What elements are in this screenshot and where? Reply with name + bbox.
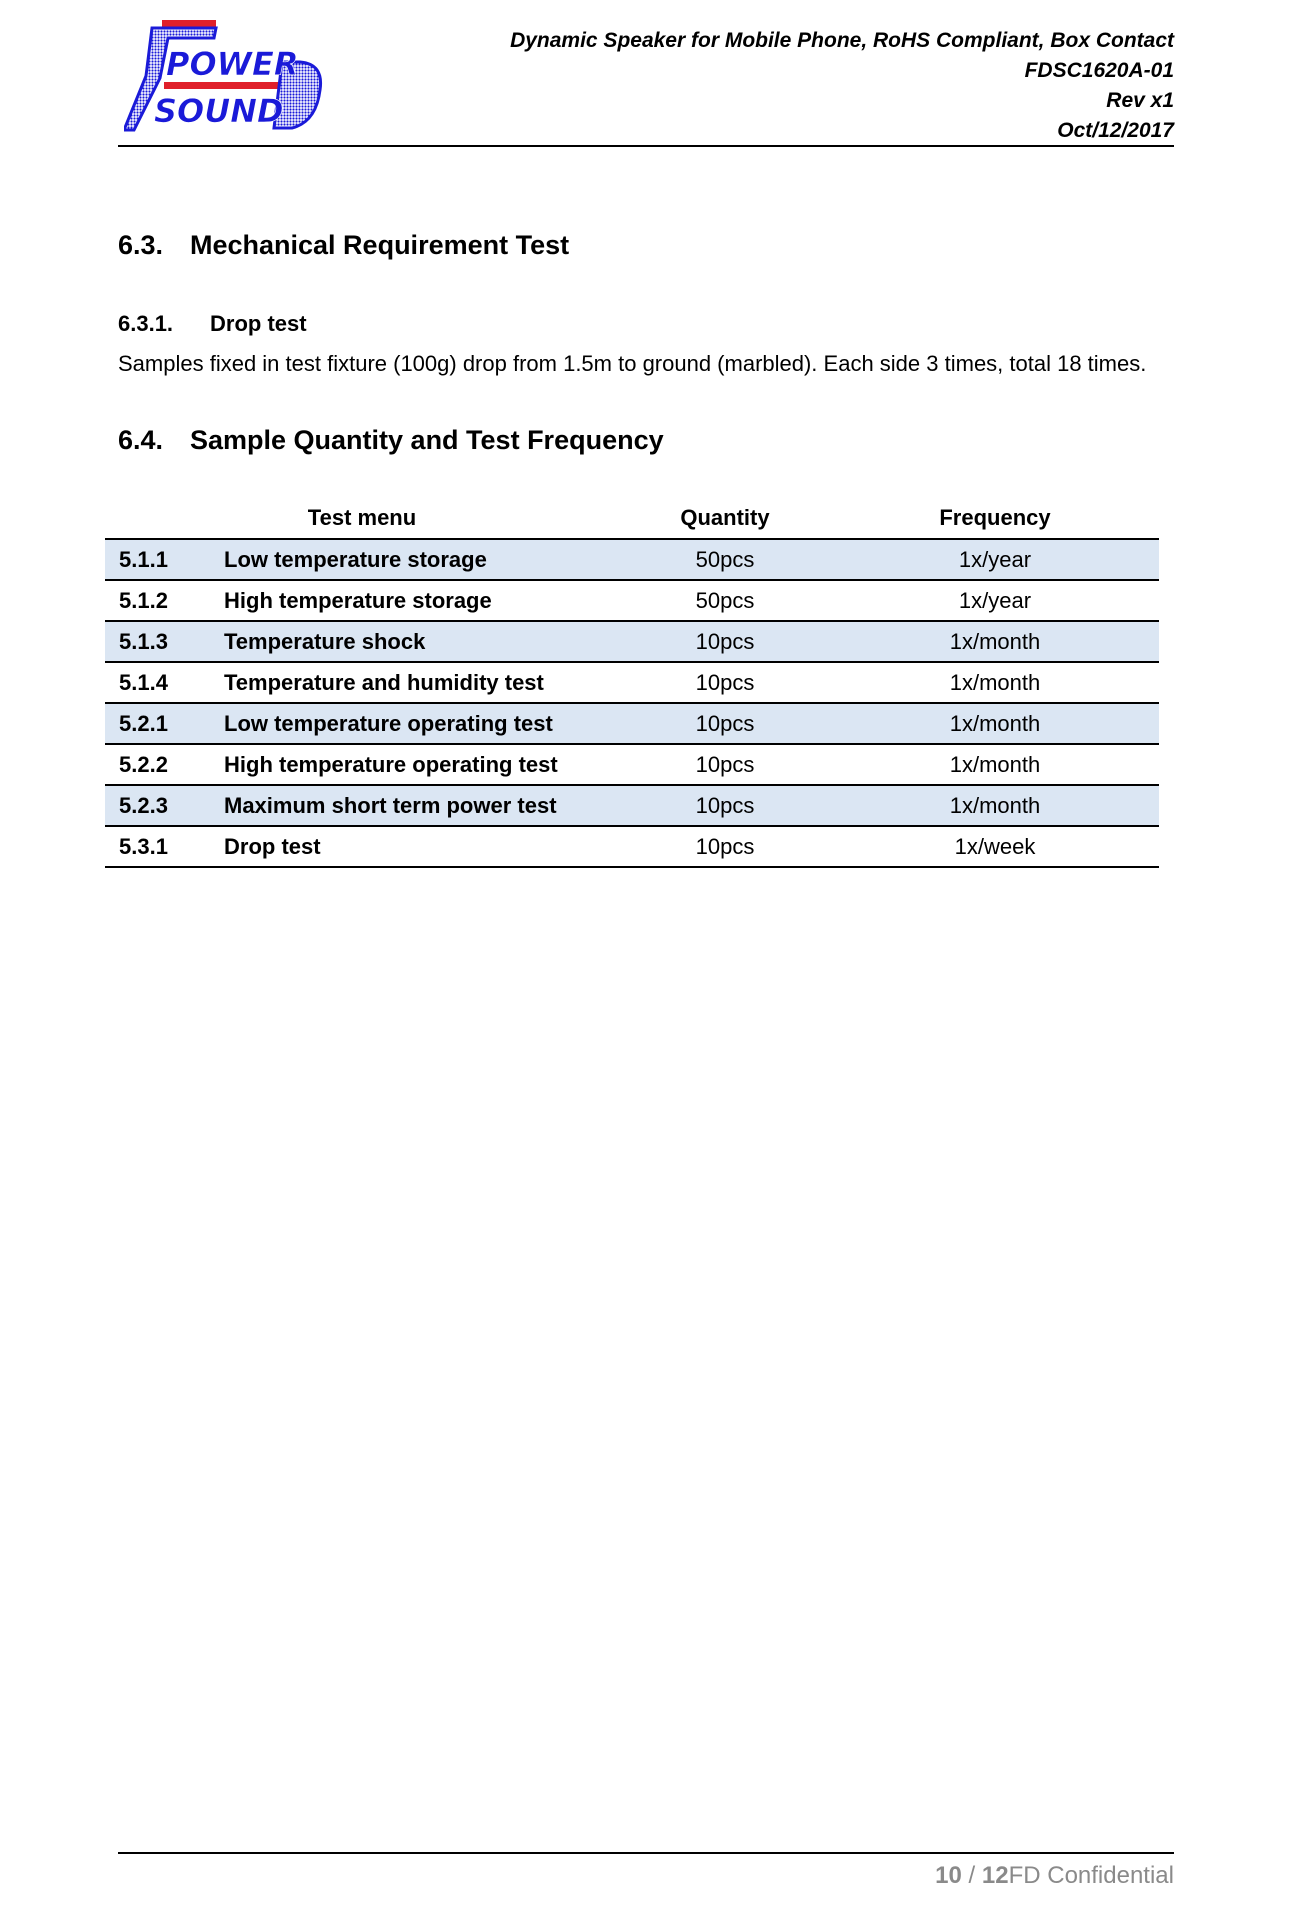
confidential-label: FD Confidential (1008, 1862, 1174, 1889)
logo-word-2: SOUND (154, 92, 284, 130)
test-id: 5.3.1 (105, 826, 224, 867)
table-row (105, 621, 1159, 662)
power-sound-logo (124, 18, 324, 138)
test-frequency: 1x/month (831, 662, 1159, 703)
footer-divider (118, 1852, 1174, 1854)
header-info (510, 26, 1174, 146)
col-header-quantity: Quantity (619, 498, 831, 539)
doc-date: Oct/12/2017 (1057, 119, 1174, 142)
table-row (105, 662, 1159, 703)
doc-subtitle: Dynamic Speaker for Mobile Phone, RoHS Compliant, Box Contact (510, 29, 1174, 52)
test-frequency: 1x/month (831, 621, 1159, 662)
test-name: Temperature and humidity test (224, 662, 619, 703)
header-divider (118, 145, 1174, 147)
section-heading-6-4 (118, 423, 664, 457)
test-quantity: 10pcs (619, 785, 831, 826)
section-number: 6.4. (118, 425, 164, 455)
page-number: 10 (935, 1862, 962, 1889)
test-frequency: 1x/week (831, 826, 1159, 867)
test-quantity: 10pcs (619, 703, 831, 744)
test-frequency: 1x/year (831, 580, 1159, 621)
test-frequency: 1x/month (831, 785, 1159, 826)
col-header-test-menu: Test menu (105, 498, 619, 539)
subsection-heading-6-3-1 (118, 310, 307, 338)
test-name: Maximum short term power test (224, 785, 619, 826)
test-id: 5.1.1 (105, 539, 224, 580)
test-frequency: 1x/month (831, 744, 1159, 785)
table-row (105, 785, 1159, 826)
test-name: Drop test (224, 826, 619, 867)
test-id: 5.2.1 (105, 703, 224, 744)
doc-revision: Rev x1 (1106, 89, 1174, 112)
logo-word-1: POWER (166, 45, 299, 83)
table-row (105, 580, 1159, 621)
page-total: 12 (981, 1862, 1009, 1889)
test-name: Low temperature storage (224, 539, 619, 580)
page-header (118, 18, 1174, 146)
test-id: 5.2.2 (105, 744, 224, 785)
test-id: 5.1.2 (105, 580, 224, 621)
subsection-title: Drop test (210, 311, 307, 336)
test-frequency: 1x/month (831, 703, 1159, 744)
test-quantity: 10pcs (619, 826, 831, 867)
test-frequency-table (105, 498, 1159, 868)
test-name: Temperature shock (224, 621, 619, 662)
test-quantity: 50pcs (619, 539, 831, 580)
test-quantity: 10pcs (619, 744, 831, 785)
table-row (105, 703, 1159, 744)
doc-part-number: FDSC1620A-01 (1024, 59, 1174, 82)
col-header-frequency: Frequency (831, 498, 1159, 539)
page-separator: / (968, 1862, 976, 1889)
table-row (105, 744, 1159, 785)
test-name: High temperature operating test (224, 744, 619, 785)
test-id: 5.2.3 (105, 785, 224, 826)
test-id: 5.1.3 (105, 621, 224, 662)
test-quantity: 10pcs (619, 621, 831, 662)
test-quantity: 10pcs (619, 662, 831, 703)
section-number: 6.3. (118, 230, 164, 260)
subsection-number: 6.3.1. (118, 311, 174, 336)
drop-test-description: Samples fixed in test fixture (100g) drop from 1.5m to ground (marbled). Each side 3 times, total 18 times. (118, 351, 1147, 376)
table-row (105, 826, 1159, 867)
test-frequency: 1x/year (831, 539, 1159, 580)
test-id: 5.1.4 (105, 662, 224, 703)
test-quantity: 50pcs (619, 580, 831, 621)
section-title: Sample Quantity and Test Frequency (190, 425, 664, 455)
section-heading-6-3 (118, 228, 569, 262)
table-row (105, 539, 1159, 580)
page-footer (935, 1862, 1174, 1890)
test-name: Low temperature operating test (224, 703, 619, 744)
section-title: Mechanical Requirement Test (190, 230, 570, 260)
test-name: High temperature storage (224, 580, 619, 621)
table-header-row (105, 498, 1159, 539)
